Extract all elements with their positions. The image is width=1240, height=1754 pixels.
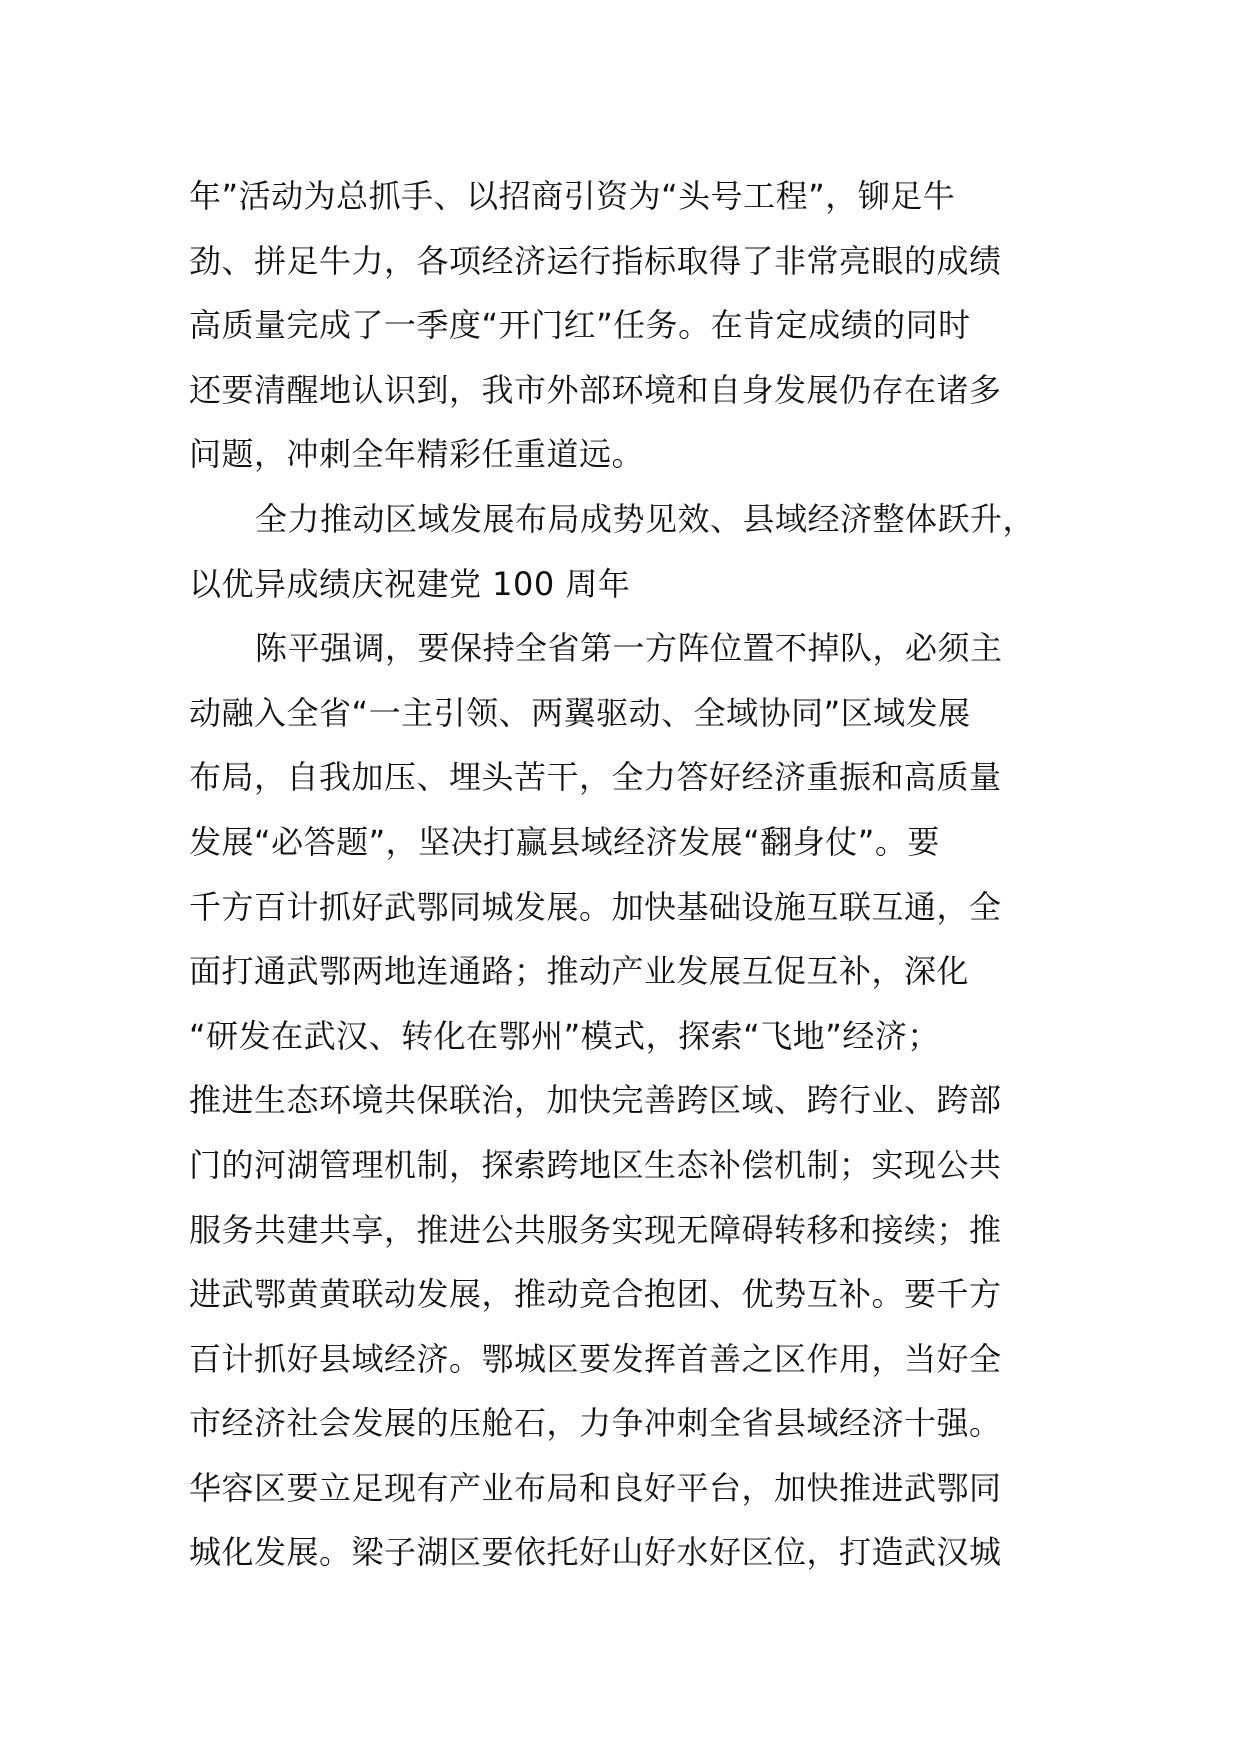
text-line: 高质量完成了一季度“开门红”任务。在肯定成绩的同时 xyxy=(189,306,971,345)
text-line: 华容区要立足现有产业布局和良好平台，加快推进武鄂同 xyxy=(189,1468,1002,1507)
text-line: 以优异成绩庆祝建党 100 周年 xyxy=(189,564,631,603)
text-line: 市经济社会发展的压舱石，力争冲刺全省县域经济十强。 xyxy=(189,1404,1002,1443)
text-line: 布局，自我加压、埋头苦干，全力答好经济重振和高质量 xyxy=(189,758,1002,797)
paragraph-first-line: 全力推动区域发展布局成势见效、县域经济整体跃升， xyxy=(255,499,1036,538)
text-line: 服务共建共享，推进公共服务实现无障碍转移和接续；推 xyxy=(189,1210,1002,1249)
text-line: 门的河湖管理机制，探索跨地区生态补偿机制；实现公共 xyxy=(189,1145,1002,1184)
text-line: 面打通武鄂两地连通路；推动产业发展互促互补，深化 xyxy=(189,952,970,991)
text-line: 千方百计抓好武鄂同城发展。加快基础设施互联互通，全 xyxy=(189,887,1002,926)
text-line: 发展“必答题”，坚决打赢县域经济发展“翻身仗”。要 xyxy=(189,822,940,861)
paragraph-first-line: 陈平强调，要保持全省第一方阵位置不掉队，必须主 xyxy=(255,629,1003,668)
text-line: 年”活动为总抓手、以招商引资为“头号工程”，铆足牛 xyxy=(189,177,956,215)
text-line: 推进生态环境共保联治，加快完善跨区域、跨行业、跨部 xyxy=(189,1081,1002,1120)
text-line: 劲、拼足牛力，各项经济运行指标取得了非常亮眼的成绩 xyxy=(189,241,1002,280)
text-line: 城化发展。梁子湖区要依托好山好水好区位，打造武汉城 xyxy=(189,1533,1002,1572)
text-line: 动融入全省“一主引领、两翼驱动、全域协同”区域发展 xyxy=(189,693,971,732)
text-line: 问题，冲刺全年精彩任重道远。 xyxy=(189,435,645,474)
body-text xyxy=(189,164,1089,1585)
text-line: 还要清醒地认识到，我市外部环境和自身发展仍存在诸多 xyxy=(189,370,1002,409)
text-line: 进武鄂黄黄联动发展，推动竞合抱团、优势互补。要千方 xyxy=(189,1275,1002,1314)
text-line: 百计抓好县域经济。鄂城区要发挥首善之区作用，当好全 xyxy=(189,1339,1002,1378)
text-line: “研发在武汉、转化在鄂州”模式，探索“飞地”经济； xyxy=(189,1016,940,1055)
